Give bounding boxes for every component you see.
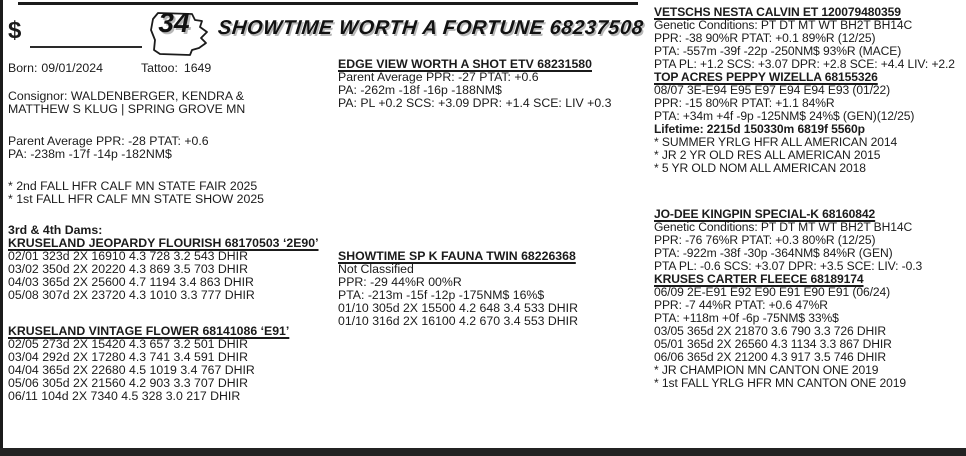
pedigree-line: 05/01 365d 2X 26560 4.3 1134 3.3 867 DHIR	[654, 337, 892, 351]
pedigree-line: PPR: -15 80%R PTAT: +1.1 84%R	[654, 96, 835, 110]
pedigree-line: PTA: -213m -15f -12p -175NM$ 16%$	[338, 288, 545, 302]
tattoo-label: Tattoo:	[140, 61, 178, 75]
show-awards-section	[8, 180, 332, 206]
pedigree-line: PTA PL: +1.2 SCS: +3.07 DPR: +2.8 SCE: +4.4 LIV: +2.2	[654, 57, 955, 71]
pedigree-line: 04/04 365d 2X 22680 4.5 1019 3.4 767 DHIR	[8, 363, 255, 377]
pedigree-line: PTA PL: -0.6 SCS: +3.07 DPR: +3.5 SCE: LIV: -0.3	[654, 259, 923, 273]
pedigree-line: PTA: +118m +0f -6p -75NM$ 33%$	[654, 311, 839, 325]
pedigree-line: PTA: -922m -38f -30p -364NM$ 84%R (GEN)	[654, 246, 893, 260]
pedigree-line: 01/10 316d 2X 16100 4.2 670 3.4 553 DHIR	[338, 314, 578, 328]
pedigree-line: 05/06 305d 2X 21560 4.2 903 3.3 707 DHIR	[8, 376, 248, 390]
pedigree-line: 08/07 3E-E94 E95 E97 E94 E94 E93 (01/22)	[654, 83, 891, 97]
top-rule	[18, 2, 638, 5]
pedigree-line: PPR: -76 76%R PTAT: +0.3 80%R (12/25)	[654, 233, 876, 247]
pedigree-line: PPR: -7 44%R PTAT: +0.6 47%R	[654, 298, 828, 312]
pedigree-line: 06/11 104d 2X 7340 4.5 328 3.0 217 DHIR	[8, 389, 241, 403]
pedigree-line: Parent Average PPR: -27 PTAT: +0.6	[338, 70, 539, 84]
animal-name-heading: KRUSELAND VINTAGE FLOWER 68141086 ‘E91’	[8, 324, 290, 338]
pedigree-line: 04/03 365d 2X 25600 4.7 1194 3.4 863 DHIR	[8, 275, 254, 289]
pedigree-line: 03/02 350d 2X 20220 4.3 869 3.5 703 DHIR	[8, 262, 248, 276]
pedigree-line: Not Classified	[338, 262, 414, 276]
pedigree-line: 02/01 323d 2X 16910 4.3 728 3.2 543 DHIR	[8, 249, 248, 263]
pedigree-line: PPR: -38 90%R PTAT: +0.1 89%R (12/25)	[654, 31, 876, 45]
pedigree-line: PA: -262m -18f -16p -188NM$	[338, 83, 502, 97]
pedigree-line: 3rd & 4th Dams:	[8, 223, 103, 237]
lot-number: 34	[158, 7, 190, 38]
pedigree-line: Lifetime: 2215d 150330m 6819f 5560p	[654, 122, 865, 136]
price-blank-label: $	[8, 17, 22, 44]
pedigree-line: * 1st FALL HFR CALF MN STATE SHOW 2025	[8, 192, 265, 206]
pedigree-line: 03/05 365d 2X 21870 3.6 790 3.3 726 DHIR	[654, 324, 887, 338]
pedigree-line: PA: PL +0.2 SCS: +3.09 DPR: +1.4 SCE: LIV +0.3	[338, 96, 612, 110]
pedigree-line: 06/06 365d 2X 21200 4.3 917 3.5 746 DHIR	[654, 350, 887, 364]
dam-section	[338, 250, 650, 328]
pedigree-line: PPR: -29 44%R 00%R	[338, 275, 462, 289]
pedigree-line: 06/09 2E-E91 E92 E90 E91 E90 E91 (06/24)	[654, 285, 891, 299]
middle-column	[338, 58, 650, 328]
animal-title: SHOWTIME WORTH A FORTUNE 68237508	[216, 17, 645, 39]
pedigree-line: 01/10 305d 2X 15500 4.2 648 3.4 533 DHIR	[338, 301, 578, 315]
sire-section	[338, 58, 650, 110]
dam-pedigree-section	[654, 208, 964, 390]
animal-name-heading: KRUSELAND JEOPARDY FLOURISH 68170503 ‘2E90’	[8, 236, 319, 250]
animal-name-heading: TOP ACRES PEPPY WIZELLA 68155326	[654, 70, 878, 84]
animal-name-heading: SHOWTIME SP K FAUNA TWIN 68226368	[338, 249, 576, 263]
animal-name-heading: EDGE VIEW WORTH A SHOT ETV 68231580	[338, 57, 592, 71]
born-value: 09/01/2024	[41, 61, 103, 75]
pedigree-line: * JR CHAMPION MN CANTON ONE 2019	[654, 363, 879, 377]
bottom-divider-bar	[0, 448, 966, 456]
pedigree-line: Genetic Conditions: PT DT MT WT BH2T BH14C	[654, 220, 913, 234]
pedigree-line: Consignor: WALDENBERGER, KENDRA &	[8, 89, 244, 103]
page-left-border	[0, 0, 3, 456]
fourth-dam-section	[8, 325, 332, 403]
consignor-section	[8, 90, 332, 116]
pedigree-line: * 1st FALL YRLG HFR MN CANTON ONE 2019	[654, 376, 907, 390]
pedigree-line: * JR 2 YR OLD RES ALL AMERICAN 2015	[654, 148, 881, 162]
pedigree-line: PTA: -557m -39f -22p -250NM$ 93%R (MACE)	[654, 44, 902, 58]
born-tattoo-row	[8, 62, 211, 75]
pedigree-line: Parent Average PPR: -28 PTAT: +0.6	[8, 134, 209, 148]
animal-name-heading: JO-DEE KINGPIN SPECIAL-K 68160842	[654, 207, 876, 221]
born-label: Born:	[8, 61, 38, 75]
parent-average-section	[8, 135, 332, 161]
pedigree-line: * 5 YR OLD NOM ALL AMERICAN 2018	[654, 161, 866, 175]
pedigree-line: 02/05 273d 2X 15420 4.3 657 3.2 501 DHIR	[8, 337, 248, 351]
price-blank-line	[30, 46, 142, 48]
sire-pedigree-section	[654, 6, 964, 175]
pedigree-line: 05/08 307d 2X 23720 4.3 1010 3.3 777 DHIR	[8, 288, 255, 302]
tattoo-value: 1649	[183, 61, 212, 75]
third-dam-section	[8, 224, 332, 302]
pedigree-line: 03/04 292d 2X 17280 4.3 741 3.4 591 DHIR	[8, 350, 248, 364]
pedigree-line: * SUMMER YRLG HFR ALL AMERICAN 2014	[654, 135, 898, 149]
pedigree-line: Genetic Conditions: PT DT MT WT BH2T BH14C	[654, 18, 913, 32]
pedigree-line: PTA: +34m +4f -9p -125NM$ 24%$ (GEN)(12/25)	[654, 109, 915, 123]
right-column	[654, 6, 964, 390]
lot-number-badge	[146, 7, 210, 58]
pedigree-line: * 2nd FALL HFR CALF MN STATE FAIR 2025	[8, 179, 258, 193]
animal-name-heading: VETSCHS NESTA CALVIN ET 120079480359	[654, 5, 901, 19]
left-column	[8, 90, 332, 403]
animal-name-heading: KRUSES CARTER FLEECE 68189174	[654, 272, 864, 286]
pedigree-line: MATTHEW S KLUG | SPRING GROVE MN	[8, 102, 246, 116]
pedigree-line: PA: -238m -17f -14p -182NM$	[8, 147, 172, 161]
